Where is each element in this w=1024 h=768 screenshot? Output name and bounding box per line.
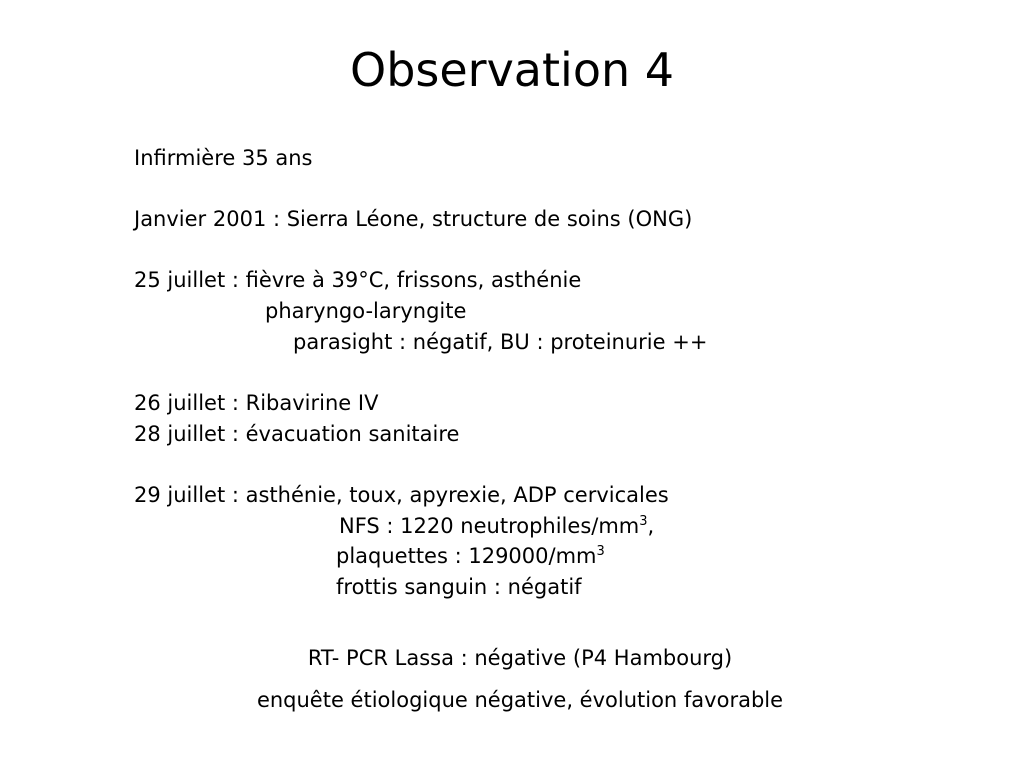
nfs-text: NFS : 1220 neutrophiles/mm (339, 514, 640, 538)
july-25-parasight-line: parasight : négatif, BU : proteinurie ++ (293, 330, 708, 354)
january-line: Janvier 2001 : Sierra Léone, structure de soins (ONG) (134, 207, 693, 231)
conclusion-line: enquête étiologique négative, évolution favorable (256, 688, 784, 712)
platelets-exponent: 3 (596, 544, 605, 559)
july-25-pharyngitis-line: pharyngo-laryngite (265, 299, 467, 323)
platelets-text: plaquettes : 129000/mm (336, 544, 597, 568)
nfs-line (339, 512, 654, 540)
slide-title: Observation 4 (350, 43, 674, 97)
nfs-tail: , (647, 514, 655, 538)
nfs-exponent: 3 (639, 514, 648, 529)
rt-pcr-line: RT- PCR Lassa : négative (P4 Hambourg) (307, 646, 733, 670)
patient-profile-line: Infirmière 35 ans (134, 146, 313, 170)
july-26-line: 26 juillet : Ribavirine IV (134, 391, 379, 415)
july-25-line: 25 juillet : fièvre à 39°C, frissons, asthénie (134, 268, 582, 292)
blood-smear-line: frottis sanguin : négatif (336, 575, 582, 599)
july-29-line: 29 juillet : asthénie, toux, apyrexie, ADP cervicales (134, 483, 669, 507)
platelets-line (336, 542, 605, 570)
july-28-line: 28 juillet : évacuation sanitaire (134, 422, 460, 446)
